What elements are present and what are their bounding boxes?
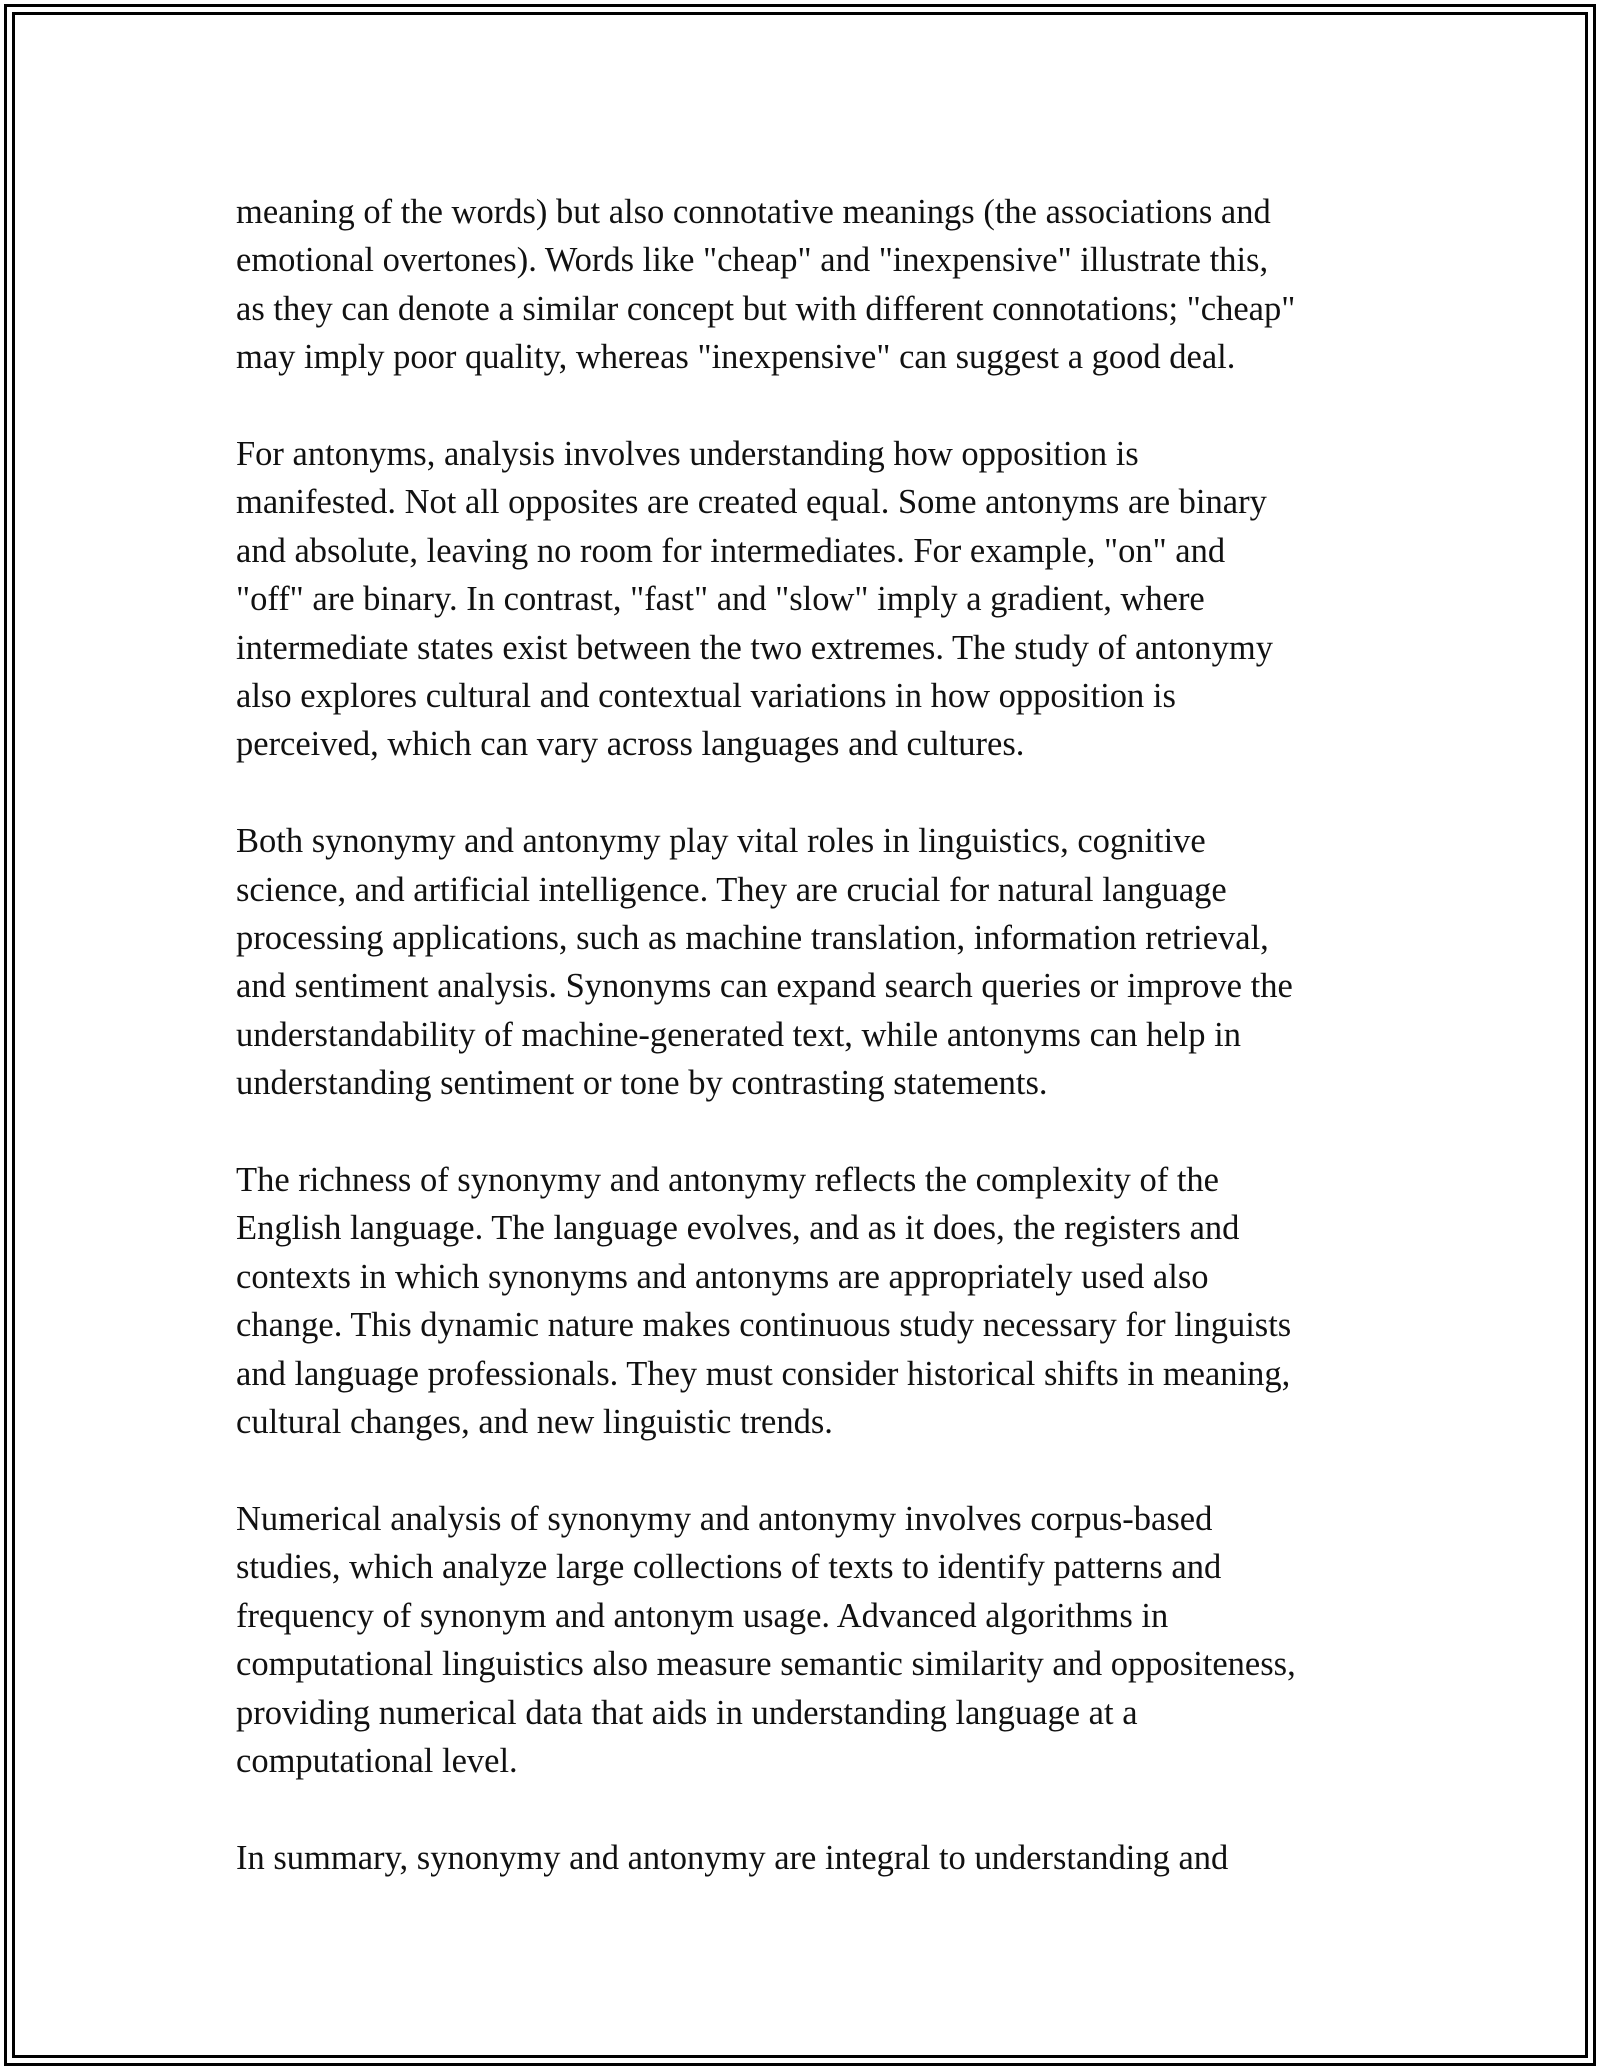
text-line: studies, which analyze large collections of texts to identify patterns and: [236, 1548, 1222, 1587]
text-line: computational level.: [236, 1741, 518, 1780]
text-line: "off" are binary. In contrast, "fast" and "slow" imply a gradient, where: [236, 580, 1205, 619]
text-line: English language. The language evolves, and as it does, the registers and: [236, 1209, 1240, 1248]
text-line: cultural changes, and new linguistic trends.: [236, 1403, 833, 1442]
paragraph-summary: [236, 1834, 1376, 1882]
text-line: and language professionals. They must consider historical shifts in meaning,: [236, 1354, 1291, 1393]
text-line: contexts in which synonyms and antonyms are appropriately used also: [236, 1257, 1209, 1296]
text-line: and sentiment analysis. Synonyms can expand search queries or improve the: [236, 967, 1293, 1006]
text-line: science, and artificial intelligence. They are crucial for natural language: [236, 870, 1227, 909]
text-line: understanding sentiment or tone by contrasting statements.: [236, 1064, 1048, 1103]
paragraph-connotation: [236, 188, 1376, 382]
text-line: meaning of the words) but also connotative meanings (the associations and: [236, 193, 1271, 231]
text-line: intermediate states exist between the two extremes. The study of antonymy: [236, 628, 1273, 667]
paragraph-roles: [236, 817, 1376, 1107]
text-line: as they can denote a similar concept but with different connotations; "cheap": [236, 289, 1296, 328]
text-line: The richness of synonymy and antonymy reflects the complexity of the: [236, 1161, 1219, 1200]
text-line: change. This dynamic nature makes continuous study necessary for linguists: [236, 1306, 1292, 1345]
text-line: also explores cultural and contextual variations in how opposition is: [236, 677, 1176, 716]
text-line: processing applications, such as machine translation, information retrieval,: [236, 919, 1269, 958]
text-line: frequency of synonym and antonym usage. Advanced algorithms in: [236, 1596, 1169, 1635]
text-line: emotional overtones). Words like "cheap" and "inexpensive" illustrate this,: [236, 241, 1269, 280]
text-line: and absolute, leaving no room for intermediates. For example, "on" and: [236, 531, 1226, 570]
text-line: understandability of machine-generated text, while antonyms can help in: [236, 1015, 1241, 1054]
text-line: perceived, which can vary across languages and cultures.: [236, 725, 1025, 764]
document-body: [236, 188, 1376, 1931]
text-line: manifested. Not all opposites are created equal. Some antonyms are binary: [236, 483, 1267, 522]
text-line: In summary, synonymy and antonymy are integral to understanding and: [236, 1838, 1229, 1877]
text-line: computational linguistics also measure semantic similarity and oppositeness,: [236, 1645, 1296, 1684]
text-line: For antonyms, analysis involves understanding how opposition is: [236, 435, 1139, 474]
text-line: Numerical analysis of synonymy and antonymy involves corpus-based: [236, 1499, 1213, 1538]
paragraph-richness: [236, 1156, 1376, 1446]
text-line: providing numerical data that aids in understanding language at a: [236, 1693, 1138, 1732]
text-line: may imply poor quality, whereas "inexpensive" can suggest a good deal.: [236, 338, 1236, 377]
paragraph-antonyms: [236, 430, 1376, 769]
text-line: Both synonymy and antonymy play vital roles in linguistics, cognitive: [236, 822, 1206, 861]
paragraph-numerical-analysis: [236, 1495, 1376, 1785]
